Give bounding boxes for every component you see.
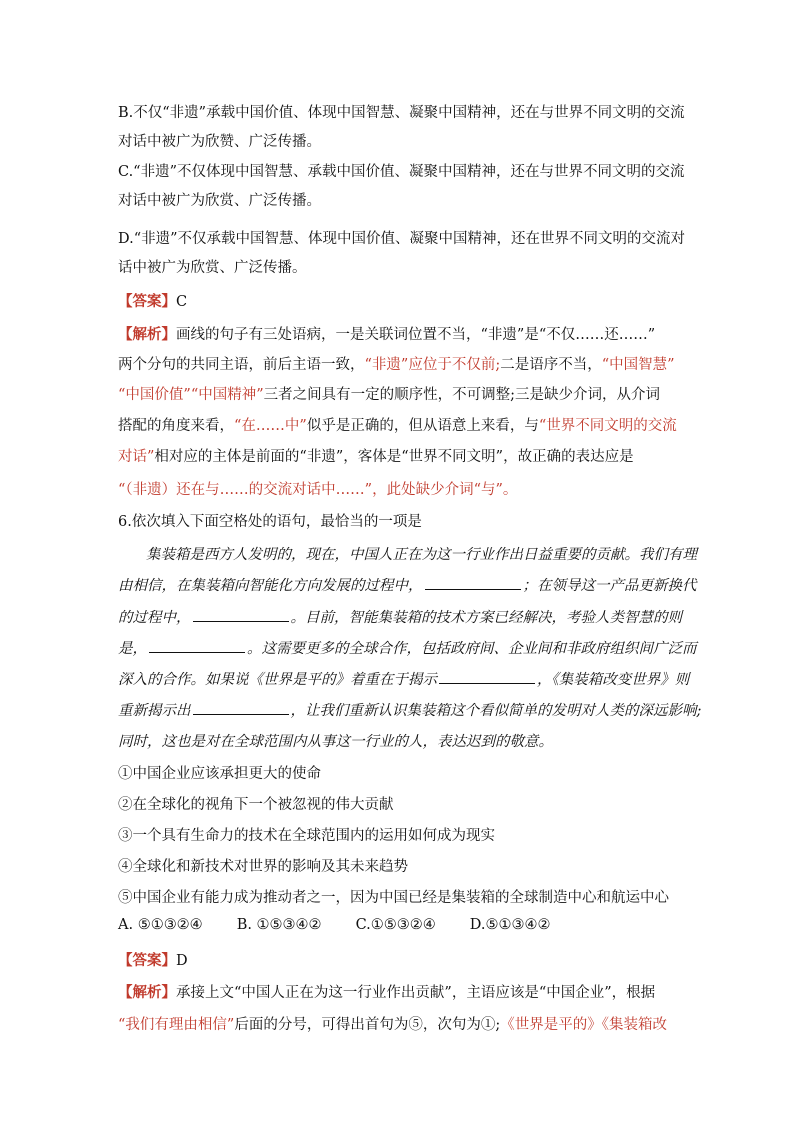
analysis-text: 两个分句的共同主语，前后主语一致，	[118, 357, 365, 373]
choices	[118, 917, 584, 933]
option-d-line1: D.“非遗”不仅承载中国智慧、体现中国价值、凝聚中国精神，还在世界不同文明的交流对	[118, 231, 686, 247]
analysis-highlight: “（非遗）还在与……的交流对话中……”	[118, 482, 373, 498]
fill-blank	[149, 640, 245, 653]
analysis-highlight: ，此处缺少介词“与”。	[372, 482, 518, 498]
item-2: ②在全球化的视角下一个被忽视的伟大贡献	[118, 797, 394, 813]
option-d-line2: 话中被广为欣赏、广泛传播。	[118, 260, 307, 276]
fill-blank	[425, 577, 521, 590]
choice-a: A. ⑤①③②④	[118, 917, 203, 933]
answer-6	[118, 949, 188, 970]
analysis-tag: 【解析】	[118, 984, 176, 1001]
answer-tag: 【答案】	[118, 952, 176, 969]
answer-value: D	[176, 953, 188, 969]
passage-text: ，让我们重新认识集装箱这个看似简单的发明对人类的深远影响;	[290, 703, 702, 719]
passage-line4	[118, 637, 697, 658]
analysis-highlight: “在……中”	[234, 418, 307, 434]
analysis-tag: 【解析】	[118, 326, 176, 343]
passage-line5	[118, 668, 689, 689]
analysis-highlight: “世界不同文明的交流	[538, 418, 677, 434]
analysis-highlight: “非遗”应位于不仅前;	[364, 357, 501, 373]
analysis-text: 相对应的主体是前面的“非遗”，客体是“世界不同文明”，故正确的表达应是	[154, 449, 634, 465]
fill-blank	[439, 671, 535, 684]
passage-text: ；在领导这一产品更新换代	[522, 578, 697, 594]
passage-text: 。这需要更多的全球合作，包括政府间、企业间和非政府组织间广泛而	[247, 641, 697, 657]
passage-line1: 集装箱是西方人发明的，现在，中国人正在为这一行业作出日益重要的贡献。我们有理	[146, 547, 697, 563]
passage-text: 的过程中，	[118, 610, 191, 626]
analysis-highlight: 对话”	[118, 449, 155, 465]
passage-line2	[118, 574, 697, 595]
analysis-text: 画线的句子有三处语病，一是关联词位置不当，“非遗”是“不仅……还……”	[176, 327, 656, 343]
analysis-5-line1	[118, 323, 655, 344]
choice-d: D.⑤①③④②	[469, 917, 551, 933]
analysis-text: 承接上文“中国人正在为这一行业作出贡献”，主语应该是“中国企业”，根据	[176, 985, 656, 1001]
analysis-highlight: “中国价值”“中国精神”	[118, 387, 264, 403]
analysis-highlight: 《世界是平的》《集装箱改	[500, 1017, 667, 1033]
option-b-line1: B.不仅“非遗”承载中国价值、体现中国智慧、凝聚中国精神，还在与世界不同文明的交流	[118, 105, 685, 121]
analysis-5-line3	[118, 383, 660, 404]
answer-value: C	[176, 294, 188, 310]
analysis-text: 搭配的角度来看，	[118, 418, 234, 434]
answer-tag: 【答案】	[118, 293, 176, 310]
passage-text: 。目前，智能集装箱的技术方案已经解决，考验人类智慧的则	[290, 610, 682, 626]
question-6-stem: 6.依次填入下面空格处的语句，最恰当的一项是	[118, 514, 422, 530]
passage-line7: 同时，这也是对在全球范围内从事这一行业的人，表达迟到的敬意。	[118, 734, 553, 750]
passage-line3	[118, 606, 682, 627]
option-c-line1: C.“非遗”不仅体现中国智慧、承载中国价值、凝聚中国精神，还在与世界不同文明的交流	[118, 164, 685, 180]
analysis-5-line6	[118, 478, 517, 499]
analysis-6-line2	[118, 1013, 667, 1034]
analysis-text: 三者之间具有一定的顺序性，不可调整;三是缺少介词，从介词	[263, 387, 661, 403]
item-1: ①中国企业应该承担更大的使命	[118, 766, 321, 782]
analysis-text: 二是语序不当，	[500, 357, 602, 373]
item-3: ③一个具有生命力的技术在全球范围内的运用如何成为现实	[118, 828, 495, 844]
analysis-highlight: “我们有理由相信”	[118, 1017, 235, 1033]
analysis-text: 似乎是正确的，但从语意上来看，与	[306, 418, 539, 434]
option-c-line2: 对话中被广为欣赏、广泛传播。	[118, 193, 321, 209]
choice-c: C.①⑤③②④	[355, 917, 436, 933]
analysis-5-line4	[118, 414, 677, 435]
fill-blank	[193, 609, 289, 622]
option-b-line2: 对话中被广为欣赞、广泛传播。	[118, 134, 321, 150]
analysis-5-line2	[118, 353, 675, 374]
analysis-6-line1	[118, 981, 655, 1002]
fill-blank	[193, 702, 289, 715]
passage-text: 是，	[118, 641, 147, 657]
analysis-text: 后面的分号，可得出首句为⑤，次句为①;	[234, 1017, 501, 1033]
passage-text: 由相信，在集装箱向智能化方向发展的过程中，	[118, 578, 423, 594]
passage-text: 重新揭示出	[118, 703, 191, 719]
passage-line6	[118, 699, 701, 720]
answer-5	[118, 290, 187, 311]
item-5: ⑤中国企业有能力成为推动者之一，因为中国已经是集装箱的全球制造中心和航运中心	[118, 890, 669, 906]
item-4: ④全球化和新技术对世界的影响及其未来趋势	[118, 859, 408, 875]
analysis-5-line5	[118, 445, 634, 466]
choice-b: B. ①⑤③④②	[236, 917, 322, 933]
passage-text: ，《集装箱改变世界》则	[537, 672, 690, 688]
passage-text: 深入的合作。如果说《世界是平的》着重在于揭示	[118, 672, 437, 688]
analysis-highlight: “中国智慧”	[601, 357, 675, 373]
